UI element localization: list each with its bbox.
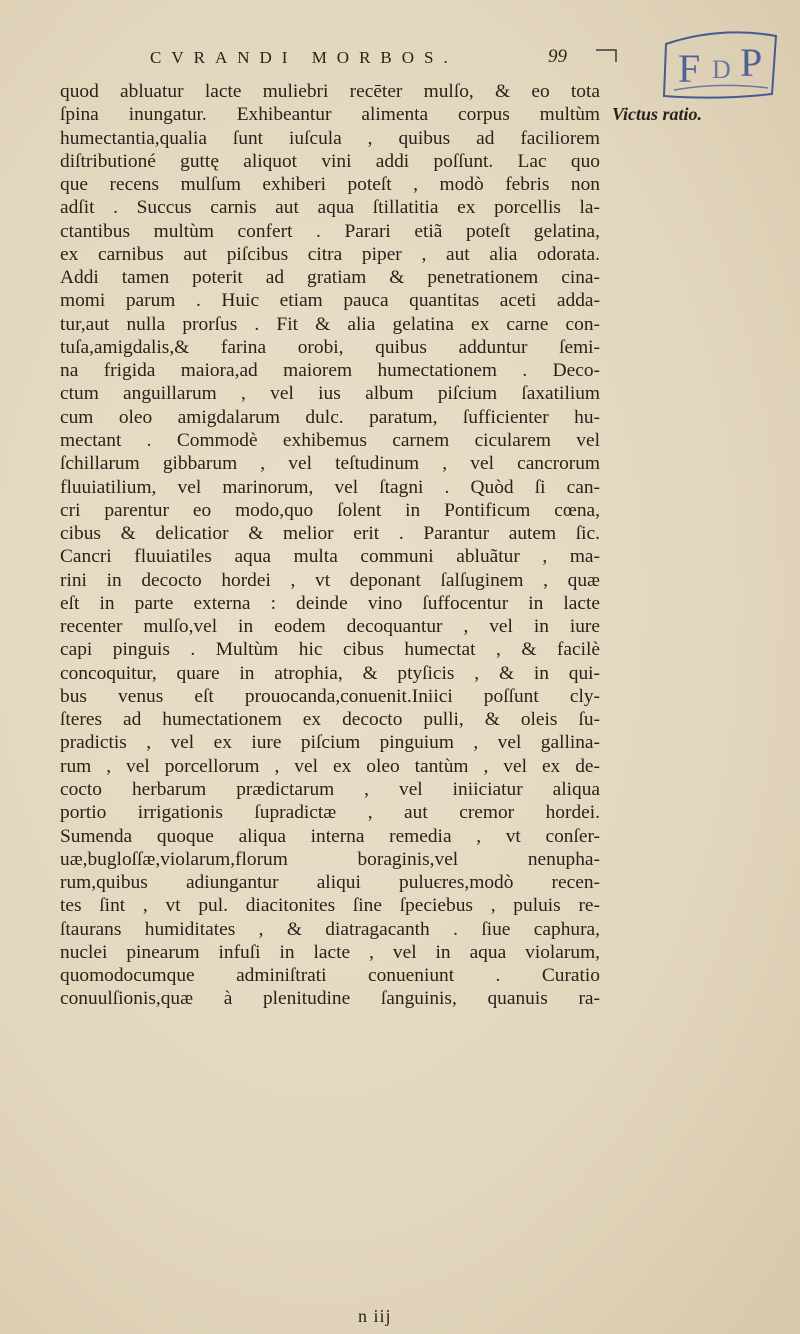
text-line: rini in decocto hordei , vt deponant ſalſuginem , quæ: [60, 569, 600, 591]
text-line: Addi tamen poterit ad gratiam & penetrationem cina-: [60, 267, 600, 289]
text-line: Cancri fluuiatiles aqua multa communi abluãtur , ma-: [60, 546, 600, 568]
text-line: ſpina inungatur. Exhibeantur alimenta corpus multùm: [60, 104, 600, 126]
text-line: ſtaurans humiditates , & diatragacanth . ſiue caphura,: [60, 918, 600, 940]
signature-mark: n iij: [358, 1306, 392, 1326]
text-line: momi parum . Huic etiam pauca quantitas aceti adda-: [60, 290, 600, 312]
text-line: rum , vel porcellorum , vel ex oleo tantùm , vel ex de-: [60, 755, 600, 777]
page-number: 99: [548, 46, 567, 67]
text-line: tuſa,amigdalis,& farina orobi, quibus adduntur ſemi-: [60, 336, 600, 358]
text-line: que recens mulſum exhiberi poteſt , modò febris non: [60, 174, 600, 196]
svg-text:D: D: [712, 55, 731, 84]
svg-text:P: P: [740, 40, 763, 85]
text-line: pradictis , vel ex iure piſcium pinguium , vel gallina-: [60, 732, 600, 754]
text-line: cum oleo amigdalarum dulc. paratum, ſufficienter hu-: [60, 406, 600, 428]
text-line: capi pinguis . Multùm hic cibus humectat , & facilè: [60, 639, 600, 661]
text-line: mectant . Commodè exhibemus carnem cicularem vel: [60, 429, 600, 451]
text-line: ſteres ad humectationem ex decocto pulli, & oleis ſu-: [60, 709, 600, 731]
text-line: fluuiatilium, vel marinorum, vel ſtagni . Quòd ſi can-: [60, 476, 600, 498]
text-line: tur,aut nulla prorſus . Fit & alia gelatina ex carne con-: [60, 313, 600, 335]
text-line: concoquitur, quare in atrophia, & ptyſicis , & in qui-: [60, 662, 600, 684]
text-line: quod abluatur lacte muliebri recēter mulſo, & eo tota: [60, 81, 600, 102]
text-line: cibus & delicatior & melior erit . Parantur autem ſic.: [60, 523, 600, 545]
text-line: cri parentur eo modo,quo ſolent in Pontificum cœna,: [60, 499, 600, 521]
text-line: ſchillarum gibbarum , vel teſtudinum , vel cancrorum: [60, 453, 600, 475]
svg-text:F: F: [678, 46, 701, 91]
text-line: tes ſint , vt pul. diacitonites ſine ſpeciebus , puluis re-: [60, 895, 600, 917]
text-line: humectantia,qualia ſunt iuſcula , quibus ad faciliorem: [60, 127, 600, 149]
text-line: ctantibus multùm confert . Parari etiã poteſt gelatina,: [60, 220, 600, 242]
marginal-note: Victus ratio.: [612, 104, 703, 124]
text-line: nuclei pinearum infuſi in lacte , vel in aqua violarum,: [60, 941, 600, 963]
text-line: quomodocumque adminiſtrati conueniunt . Curatio: [60, 965, 600, 987]
text-line: bus venus eſt prouocanda,conuenit.Iniici poſſunt cly-: [60, 685, 600, 707]
running-title: CVRANDI MORBOS.: [150, 48, 458, 67]
text-line: Sumenda quoque aliqua interna remedia , vt conſer-: [60, 825, 600, 847]
text-line: uæ,bugloſſæ,violarum,florum boraginis,vel nenupha-: [60, 848, 600, 870]
text-line: cocto herbarum prædictarum , vel iniiciatur aliqua: [60, 778, 600, 800]
text-line: recenter mulſo,vel in eodem decoquantur , vel in iure: [60, 616, 600, 638]
text-line: ctum anguillarum , vel ius album piſcium ſaxatilium: [60, 383, 600, 405]
ink-mark-icon: [594, 44, 620, 66]
body-text: [60, 80, 600, 1011]
text-line: conuulſionis,quæ à plenitudine ſanguinis, quanuis ra-: [60, 988, 600, 1010]
text-line: ex carnibus aut piſcibus citra piper , aut alia odorata.: [60, 243, 600, 265]
text-line: na frigida maiora,ad maiorem humectationem . Deco-: [60, 360, 600, 382]
text-line: portio irrigationis ſupradictæ , aut cremor hordei.: [60, 802, 600, 824]
text-line: rum,quibus adiungantur aliqui puluєres,modò recen-: [60, 872, 600, 894]
text-line: eſt in parte externa : deinde vino ſuffocentur in lacte: [60, 592, 600, 614]
text-line: diſtributioné guttę aliquot vini addi poſſunt. Lac quo: [60, 150, 600, 172]
text-line: adſit . Succus carnis aut aqua ſtillatitia ex porcellis la-: [60, 197, 600, 219]
library-stamp-icon: [660, 24, 782, 104]
